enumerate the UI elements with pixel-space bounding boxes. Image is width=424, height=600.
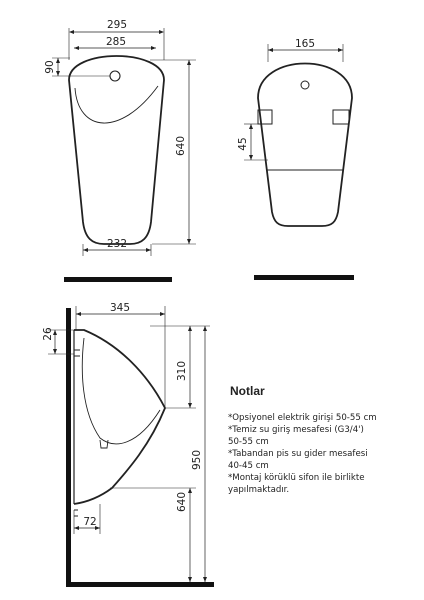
note-item: *Tabandan pis su gider mesafesi 40-45 cm [228, 449, 368, 471]
side-dim-45: 45 [237, 137, 249, 151]
section-view-body [74, 330, 165, 504]
note-item: *Temiz su giriş mesafesi (G3/4') 50-55 cm [228, 425, 364, 447]
side-view-inlet [301, 81, 309, 89]
section-view [48, 306, 214, 587]
front-view-arrows [56, 30, 191, 252]
separator-bar-right [254, 275, 354, 280]
section-view-inner-bowl [82, 338, 160, 444]
front-view-body [69, 56, 164, 244]
side-view [244, 44, 352, 226]
notes-title: Notlar [230, 384, 265, 398]
section-dim-950: 950 [191, 449, 203, 471]
note-item: *Montaj körüklü sifon ile birlikte yapılmaktadır. [228, 473, 365, 495]
section-dim-72: 72 [83, 516, 97, 528]
front-dim-295: 295 [106, 19, 128, 31]
front-dim-90: 90 [44, 60, 56, 74]
front-dim-640: 640 [175, 135, 187, 157]
section-dim-640: 640 [176, 491, 188, 513]
section-dim-345: 345 [109, 302, 131, 314]
section-dim-26: 26 [42, 327, 54, 341]
notes-panel [228, 384, 418, 496]
separator-bar-left [64, 277, 172, 282]
front-dim-285: 285 [105, 36, 127, 48]
section-dim-310: 310 [176, 360, 188, 382]
wall [66, 308, 71, 586]
front-view-inner-line [75, 86, 158, 123]
side-dim-165: 165 [294, 38, 316, 50]
front-dim-232: 232 [106, 238, 128, 250]
floor [66, 582, 214, 587]
side-view-body [258, 64, 352, 227]
side-view-right-bracket [333, 110, 349, 124]
section-view-arrows [53, 312, 207, 582]
front-view-inlet [110, 71, 120, 81]
note-item: *Opsiyonel elektrik girişi 50-55 cm [228, 413, 377, 423]
